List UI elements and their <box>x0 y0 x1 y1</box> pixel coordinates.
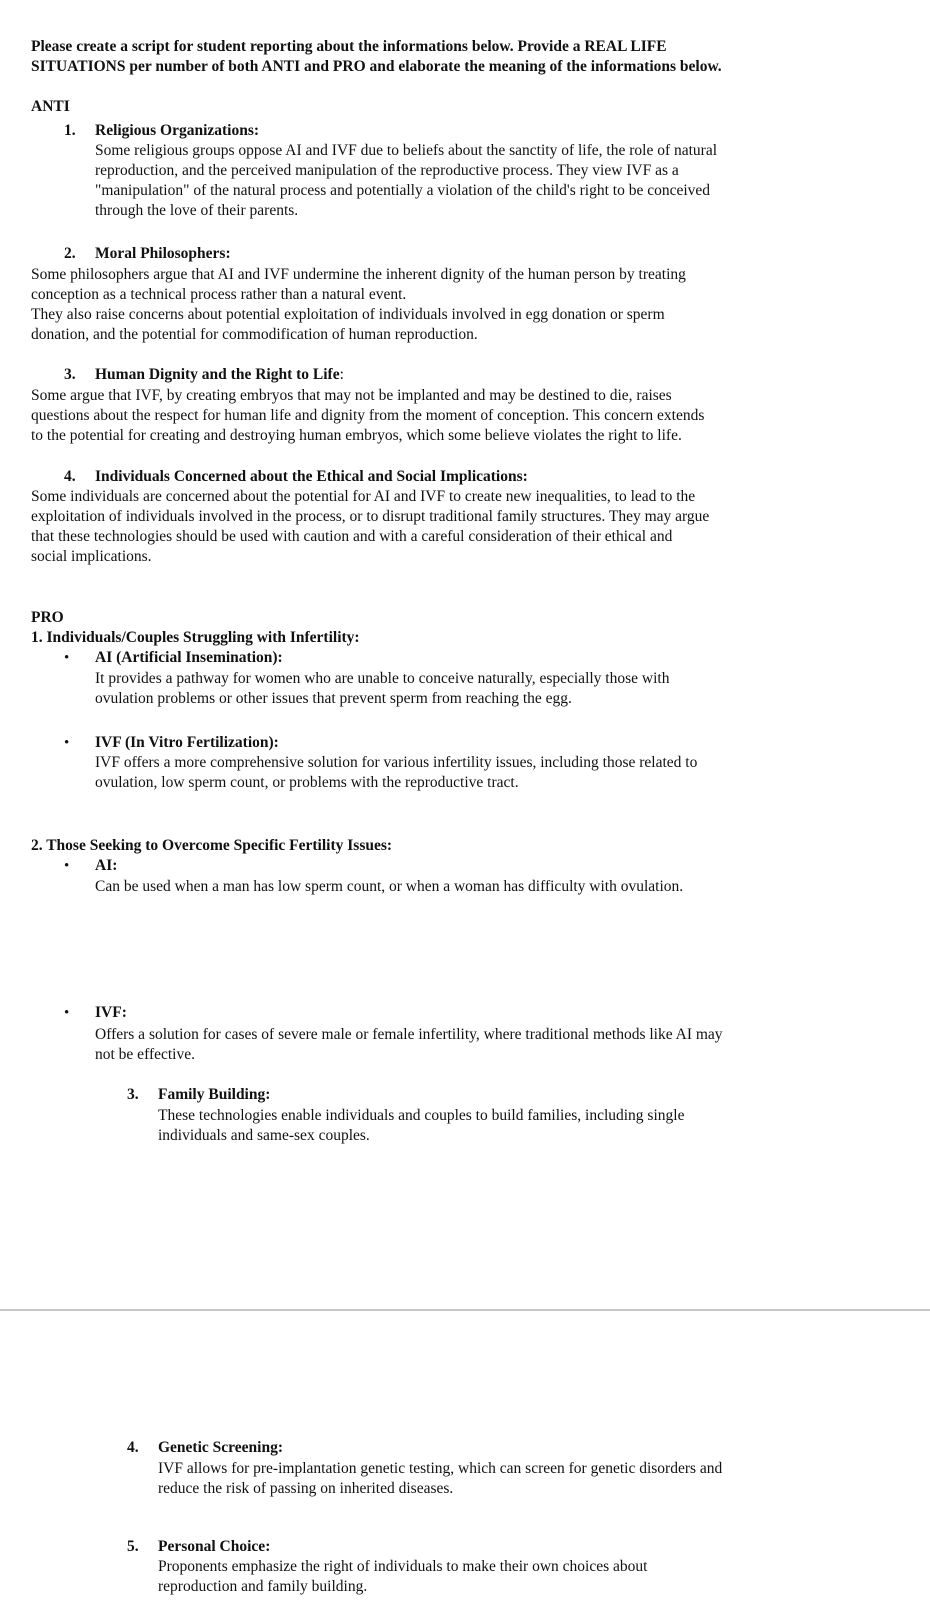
body-line: These technologies enable individuals and couples to build families, including single <box>158 1107 685 1124</box>
pro-bullet-title: AI (Artificial Insemination): <box>95 649 283 666</box>
pro-bullet-title: IVF (In Vitro Fertilization): <box>95 734 279 751</box>
body-line: to the potential for creating and destroying human embryos, which some believe violates the right to life. <box>31 427 682 444</box>
body-line: It provides a pathway for women who are unable to conceive naturally, especially those with <box>95 670 670 687</box>
pro-bullet-body <box>95 753 915 793</box>
body-line: ovulation, low sperm count, or problems with the reproductive tract. <box>95 774 519 791</box>
pro-item-body <box>158 1106 918 1146</box>
pro-item-number: 3. <box>127 1086 139 1103</box>
anti-heading: ANTI <box>31 98 70 115</box>
body-line: Some argue that IVF, by creating embryos that may not be implanted and may be destined to die, raises <box>31 387 672 404</box>
prompt-text <box>31 37 911 77</box>
pro-bullet-title: AI: <box>95 857 118 874</box>
page-divider <box>0 1309 930 1311</box>
body-line: donation, and the potential for commodification of human reproduction. <box>31 326 478 343</box>
body-line: IVF allows for pre-implantation genetic testing, which can screen for genetic disorders and <box>158 1460 723 1477</box>
pro-item-number: 5. <box>127 1538 139 1555</box>
body-line: that these technologies should be used with caution and with a careful consideration of their ethical and <box>31 528 673 545</box>
prompt-line: Please create a script for student reporting about the informations below. Provide a REAL LIFE <box>31 38 667 55</box>
body-line: reduce the risk of passing on inherited diseases. <box>158 1480 454 1497</box>
body-line: IVF offers a more comprehensive solution for various infertility issues, including those related to <box>95 754 698 771</box>
anti-item-title: Human Dignity and the Right to Life <box>95 366 340 383</box>
body-line: exploitation of individuals involved in the process, or to disrupt traditional family structures. They may argue <box>31 508 710 525</box>
body-line: conception as a technical process rather than a natural event. <box>31 286 407 303</box>
body-line: Can be used when a man has low sperm count, or when a woman has difficulty with ovulation. <box>95 878 684 895</box>
body-line: questions about the respect for human life and dignity from the moment of conception. This concern extends <box>31 407 705 424</box>
anti-item-title: Religious Organizations: <box>95 122 260 139</box>
body-line: Proponents emphasize the right of individuals to make their own choices about <box>158 1558 648 1575</box>
body-line: Some religious groups oppose AI and IVF due to beliefs about the sanctity of life, the role of natural <box>95 142 718 159</box>
pro-item-title: Family Building: <box>158 1086 271 1103</box>
pro-bullet-body <box>95 877 915 897</box>
body-line: Offers a solution for cases of severe male or female infertility, where traditional methods like AI may <box>95 1026 723 1043</box>
bullet-icon: • <box>64 735 70 751</box>
pro-item-body <box>158 1459 918 1499</box>
bullet-icon: • <box>64 1005 70 1021</box>
body-line: "manipulation" of the natural process and potentially a violation of the child's right to be conceived <box>95 182 711 199</box>
anti-item-title: Moral Philosophers: <box>95 245 231 262</box>
anti-item-number: 3. <box>64 366 76 383</box>
body-line: reproduction and family building. <box>158 1578 368 1595</box>
body-line: Some philosophers argue that AI and IVF undermine the inherent dignity of the human person by treating <box>31 266 686 283</box>
pro-item-body <box>158 1557 918 1597</box>
pro-item-number: 4. <box>127 1439 139 1456</box>
pro-section-title: 1. Individuals/Couples Struggling with Infertility: <box>31 629 360 646</box>
anti-item-title: Individuals Concerned about the Ethical and Social Implications: <box>95 468 528 485</box>
body-line: reproduction, and the perceived manipulation of the reproductive process. They view IVF as a <box>95 162 679 179</box>
pro-item-title: Genetic Screening: <box>158 1439 283 1456</box>
body-line: They also raise concerns about potential exploitation of individuals involved in egg donation or sperm <box>31 306 665 323</box>
anti-item-body <box>31 487 921 567</box>
body-line: not be effective. <box>95 1046 195 1063</box>
body-line: social implications. <box>31 548 152 565</box>
pro-bullet-title: IVF: <box>95 1004 127 1021</box>
body-line: Some individuals are concerned about the potential for AI and IVF to create new inequalities, to lead to the <box>31 488 696 505</box>
prompt-line: SITUATIONS per number of both ANTI and PRO and elaborate the meaning of the informations below. <box>31 58 722 75</box>
pro-heading: PRO <box>31 609 64 626</box>
pro-bullet-body <box>95 1025 915 1065</box>
body-line: through the love of their parents. <box>95 202 299 219</box>
body-line: ovulation problems or other issues that prevent sperm from reaching the egg. <box>95 690 572 707</box>
anti-item-title-wrap <box>95 365 344 385</box>
bullet-icon: • <box>64 858 70 874</box>
pro-section-title: 2. Those Seeking to Overcome Specific Fertility Issues: <box>31 837 393 854</box>
anti-item-body <box>31 386 921 446</box>
anti-item-number: 1. <box>64 122 76 139</box>
anti-item-body <box>95 141 915 221</box>
anti-item-number: 2. <box>64 245 76 262</box>
pro-item-title: Personal Choice: <box>158 1538 271 1555</box>
bullet-icon: • <box>64 650 70 666</box>
anti-item-title-colon: : <box>339 366 344 383</box>
pro-bullet-body <box>95 669 915 709</box>
anti-item-body <box>31 265 911 345</box>
body-line: individuals and same-sex couples. <box>158 1127 370 1144</box>
anti-item-number: 4. <box>64 468 76 485</box>
